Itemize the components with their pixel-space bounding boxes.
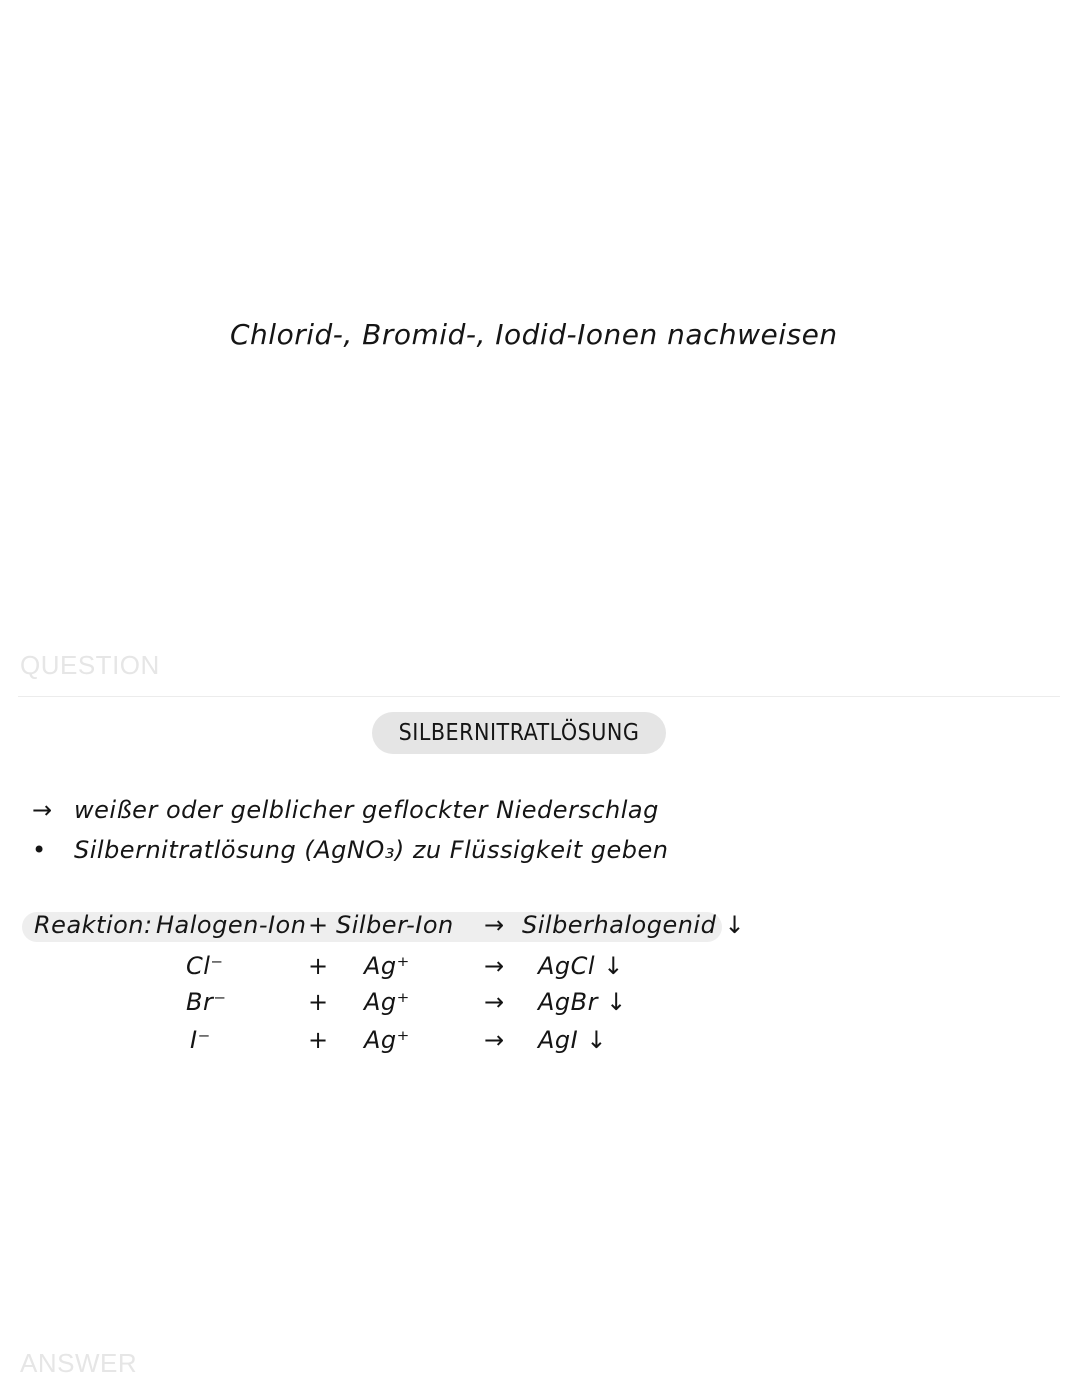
arrow-right-icon: → <box>32 796 53 824</box>
row-silver: Ag⁺ <box>364 988 410 1016</box>
row-product: AgI ↓ <box>538 1026 607 1054</box>
row-ion: Br⁻ <box>186 988 227 1016</box>
observation-line <box>32 796 659 824</box>
procedure-line <box>32 836 668 864</box>
header-silver: Silber-Ion <box>336 911 454 939</box>
row-arrow: → <box>484 952 505 980</box>
row-ion: Cl⁻ <box>186 952 224 980</box>
row-plus: + <box>308 1026 329 1054</box>
row-arrow: → <box>484 988 505 1016</box>
row-silver: Ag⁺ <box>364 1026 410 1054</box>
header-arrow: → <box>484 911 505 939</box>
row-plus: + <box>308 952 329 980</box>
bullet-icon: • <box>32 836 47 864</box>
reaction-label: Reaktion: <box>34 911 153 939</box>
row-ion: I⁻ <box>190 1026 211 1054</box>
row-product: AgBr ↓ <box>538 988 627 1016</box>
row-arrow: → <box>484 1026 505 1054</box>
question-label: QUESTION <box>20 650 160 680</box>
page-title: Chlorid-, Bromid-, Iodid-Ionen nachweisen <box>230 318 838 351</box>
silbernitrat-pill: SILBERNITRATLÖSUNG <box>372 712 666 754</box>
row-plus: + <box>308 988 329 1016</box>
divider <box>18 696 1060 697</box>
procedure-text: Silbernitratlösung (AgNO₃) zu Flüssigkeit geben <box>74 836 669 864</box>
header-product: Silberhalogenid ↓ <box>522 911 746 939</box>
row-product: AgCl ↓ <box>538 952 624 980</box>
answer-label: ANSWER <box>20 1348 138 1378</box>
header-plus: + <box>308 911 329 939</box>
observation-text: weißer oder gelblicher geflockter Niederschlag <box>74 796 659 824</box>
row-silver: Ag⁺ <box>364 952 410 980</box>
header-ion: Halogen-Ion <box>156 911 307 939</box>
